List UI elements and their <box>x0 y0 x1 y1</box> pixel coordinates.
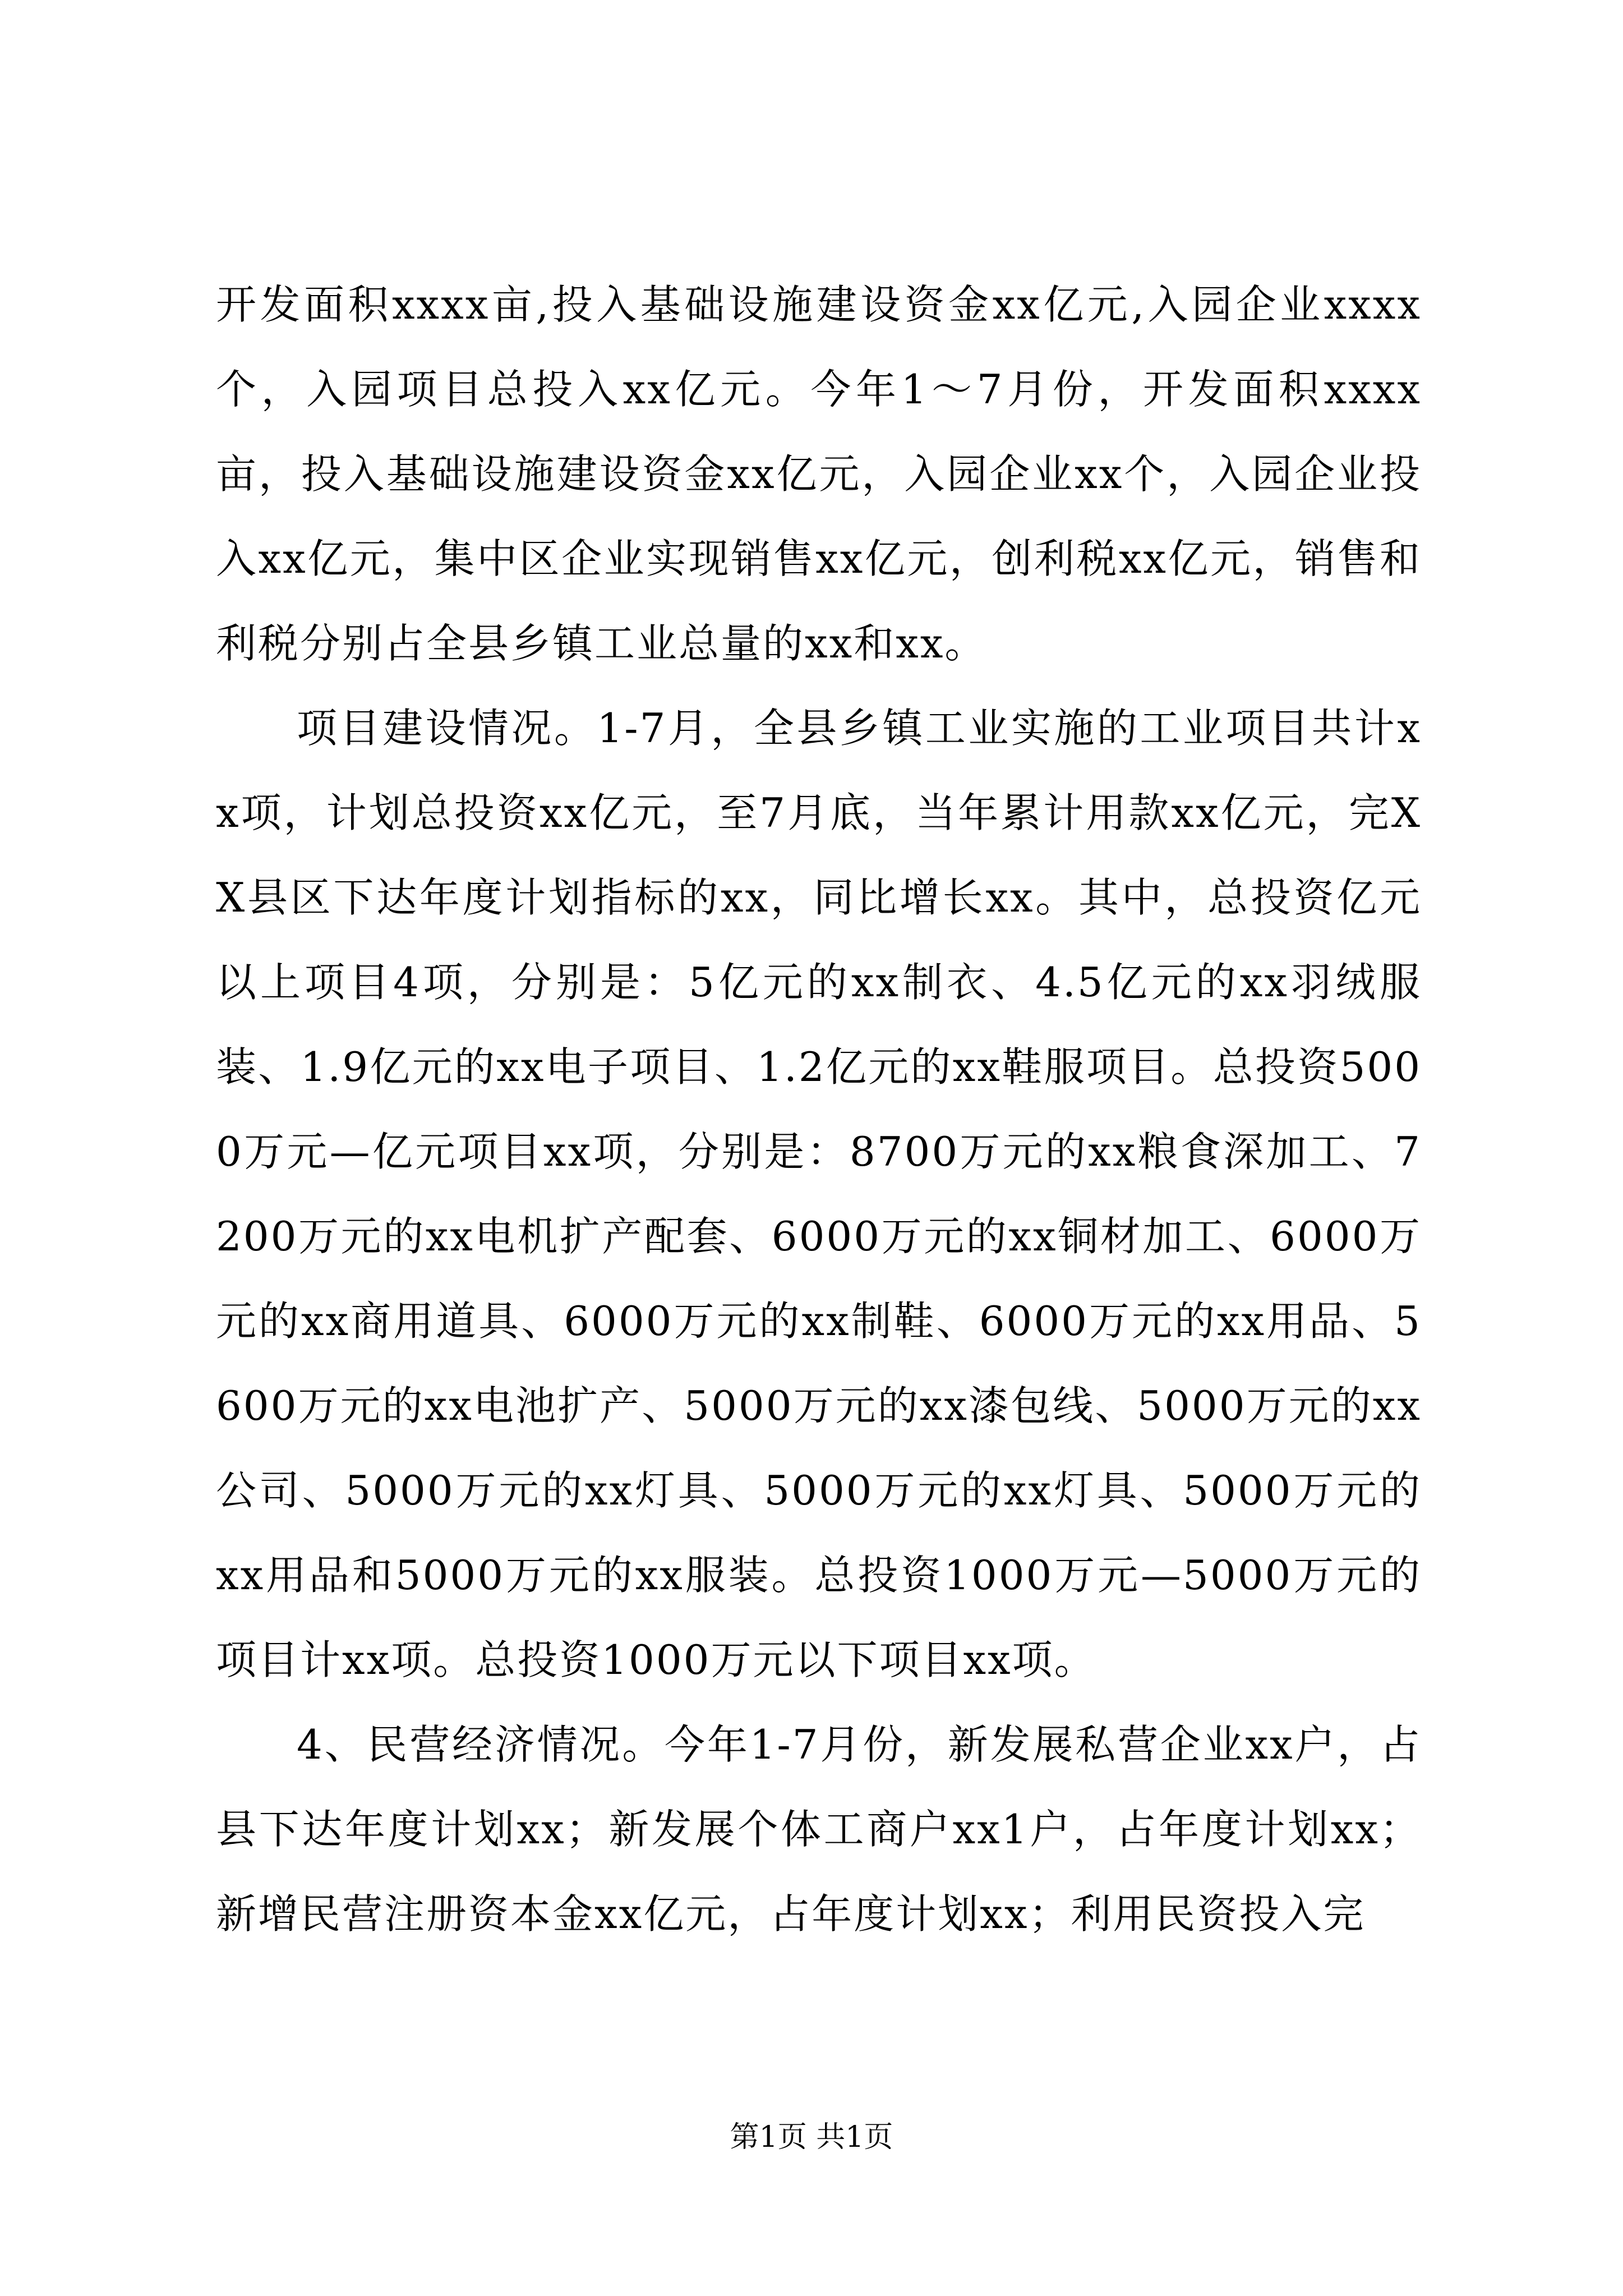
paragraph-private-economy: 4、民营经济情况。今年1-7月份，新发展私营企业xx户，占县下达年度计划xx；新发展个体工商户xx1户，占年度计划xx；新增民营注册资本金xx亿元，占年度计划xx；利用民资投入完 <box>216 1721 1422 1938</box>
page-footer: 第1页 共1页 <box>730 2120 893 2154</box>
paragraph-project-construction: 项目建设情况。1-7月，全县乡镇工业实施的工业项目共计xx项，计划总投资xx亿元，至7月底，当年累计用款xx亿元，完XX县区下达年度计划指标的xx，同比增长xx。其中，总投资亿元以上项目4项，分别是：5亿元的xx制衣、4.5亿元的xx羽绒服装、1.9亿元的xx电子项目、1.2亿元的xx鞋服项目。总投资5000万元—亿元项目xx项，分别是：8700万元的xx粮食深加工、7200万元的xx电机扩产配套、6000万元的xx铜材加工、6000万元的xx商用道具、6000万元的xx制鞋、6000万元的xx用品、5600万元的xx电池扩产、5000万元的xx漆包线、5000万元的xx公司、5000万元的xx灯具、5000万元的xx灯具、5000万元的xx用品和5000万元的xx服装。总投资1000万元—5000万元的项目计xx项。总投资1000万元以下项目xx项。 <box>216 705 1422 1683</box>
paragraph-continuation: 开发面积xxxx亩,投入基础设施建设资金xx亿元,入园企业xxxx个，入园项目总投入xx亿元。今年1～7月份，开发面积xxxx亩，投入基础设施建设资金xx亿元，入园企业xx个，入园企业投入xx亿元，集中区企业实现销售xx亿元，创利税xx亿元，销售和利税分别占全县乡镇工业总量的xx和xx。 <box>216 281 1422 667</box>
document-body <box>216 263 1422 1957</box>
